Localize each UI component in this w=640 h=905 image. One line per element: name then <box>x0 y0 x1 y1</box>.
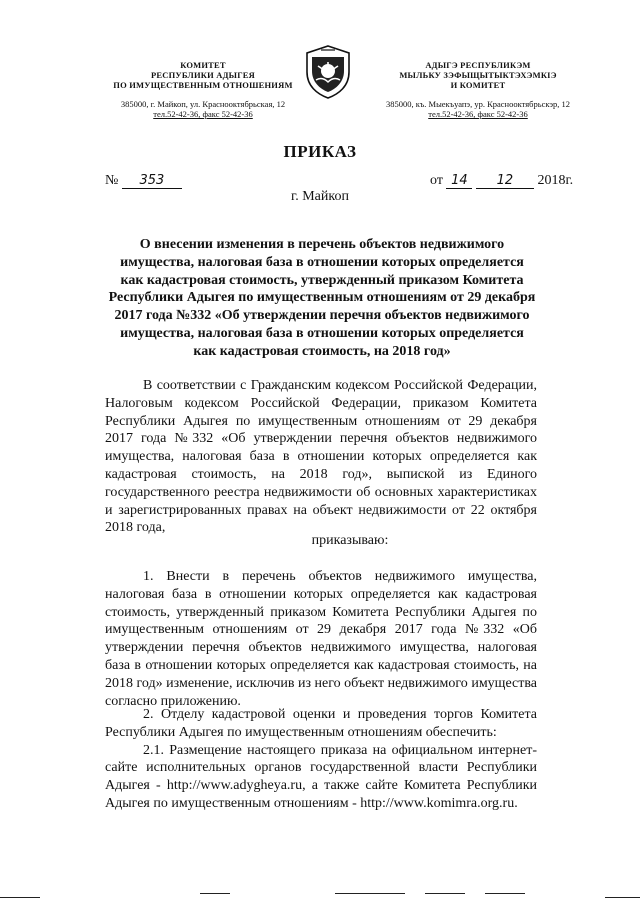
right-phone-line: тел.52-42-36, факс 52-42-36 <box>428 109 528 119</box>
number-prefix: № <box>105 173 119 188</box>
order-word: приказываю: <box>311 533 389 548</box>
date-year: 2018г. <box>537 173 574 188</box>
number-value: 353 <box>122 173 182 189</box>
scan-mark <box>200 893 230 894</box>
scan-mark <box>605 897 640 898</box>
right-address-line: 385000, къ. Мыекъуапэ, ур. Краснооктябрьскэр, 12 <box>385 99 571 109</box>
scan-mark <box>0 897 40 898</box>
item-1-text: 1. Внести в перечень объектов недвижимого имущества, налоговая база в отношении которых определяется как кадастровая стоимость, утвержденный приказом Комитета Республики Адыгея по имущественным отношениям от 29 декабря 2017 года №332 «Об утверждении перечня объектов недвижимого имущества, налоговая база в отношении которых определяется как кадастровая стоимость, на 2018 год» изменение, исключив из него объект недвижимого имущества согласно приложению. <box>105 569 537 709</box>
left-org-name <box>105 60 301 90</box>
left-org-line: КОМИТЕТ <box>180 60 226 70</box>
date-month: 12 <box>476 173 534 189</box>
scan-mark <box>335 893 405 894</box>
left-org-address <box>105 99 301 119</box>
city: г. Майкоп <box>291 189 349 204</box>
coat-of-arms-icon <box>303 44 353 100</box>
left-org-line: РЕСПУБЛИКИ АДЫГЕЯ <box>150 70 256 80</box>
order-date <box>430 173 573 189</box>
left-org-line: ПО ИМУЩЕСТВЕННЫМ ОТНОШЕНИЯМ <box>113 80 293 90</box>
item-1 <box>105 568 537 710</box>
right-org-name <box>380 60 576 90</box>
item-2-1-text: 2.1. Размещение настоящего приказа на официальном интернет-сайте исполнительных органов государственной власти Республики Адыгея - http://www.adygheya.ru, а также сайте Комитета Республики Адыгея по имущественным отношениям - http://www.komimra.org.ru. <box>105 742 537 811</box>
left-phone-line: тел.52-42-36, факс 52-42-36 <box>153 109 253 119</box>
scan-mark <box>485 893 525 894</box>
document-title: ПРИКАЗ <box>283 142 357 161</box>
item-2-text: 2. Отделу кадастровой оценки и проведения торгов Комитета Республики Адыгея по имущественным отношениям обеспечить: <box>105 707 537 740</box>
right-org-line: АДЫГЭ РЕСПУБЛИКЭМ <box>425 60 531 70</box>
left-address-line: 385000, г. Майкоп, ул. Краснооктябрьская, 12 <box>120 99 286 109</box>
right-org-address <box>370 99 586 119</box>
preamble-text: В соответствии с Гражданским кодексом Российской Федерации, Налоговым кодексом Российской Федерации, приказом Комитета Республики Адыгея по имущественным отношениям от 29 декабря 2017 года №332 «Об утверждении перечня объектов недвижимого имущества, налоговая база в отношении которых определяется как кадастровая стоимость, на 2018 год», выпиской из Единого государственного реестра недвижимости об основных характеристиках и зарегистрированных правах на объект недвижимости от 22 октября 2018 года, <box>105 378 537 536</box>
date-day: 14 <box>446 173 472 189</box>
order-caption: О внесении изменения в перечень объектов недвижимого имущества, налоговая база в отношении которых определяется как кадастровая стоимость, утвержденный приказом Комитета Республики Адыгея по имущественным отношениям от 29 декабря 2017 года №332 «Об утверждении перечня объектов недвижимого имущества, налоговая база в отношении которых определяется как кадастровая стоимость, на 2018 год» <box>108 237 536 359</box>
right-org-line: МЫЛЬКУ ЗЭФЫЩЫТЫКТЭХЭМКIЭ <box>399 70 557 80</box>
date-prefix: от <box>430 173 443 188</box>
right-org-line: И КОМИТЕТ <box>450 80 506 90</box>
scan-mark <box>425 893 465 894</box>
order-number <box>105 173 182 189</box>
item-2 <box>105 706 537 813</box>
preamble <box>105 377 537 537</box>
